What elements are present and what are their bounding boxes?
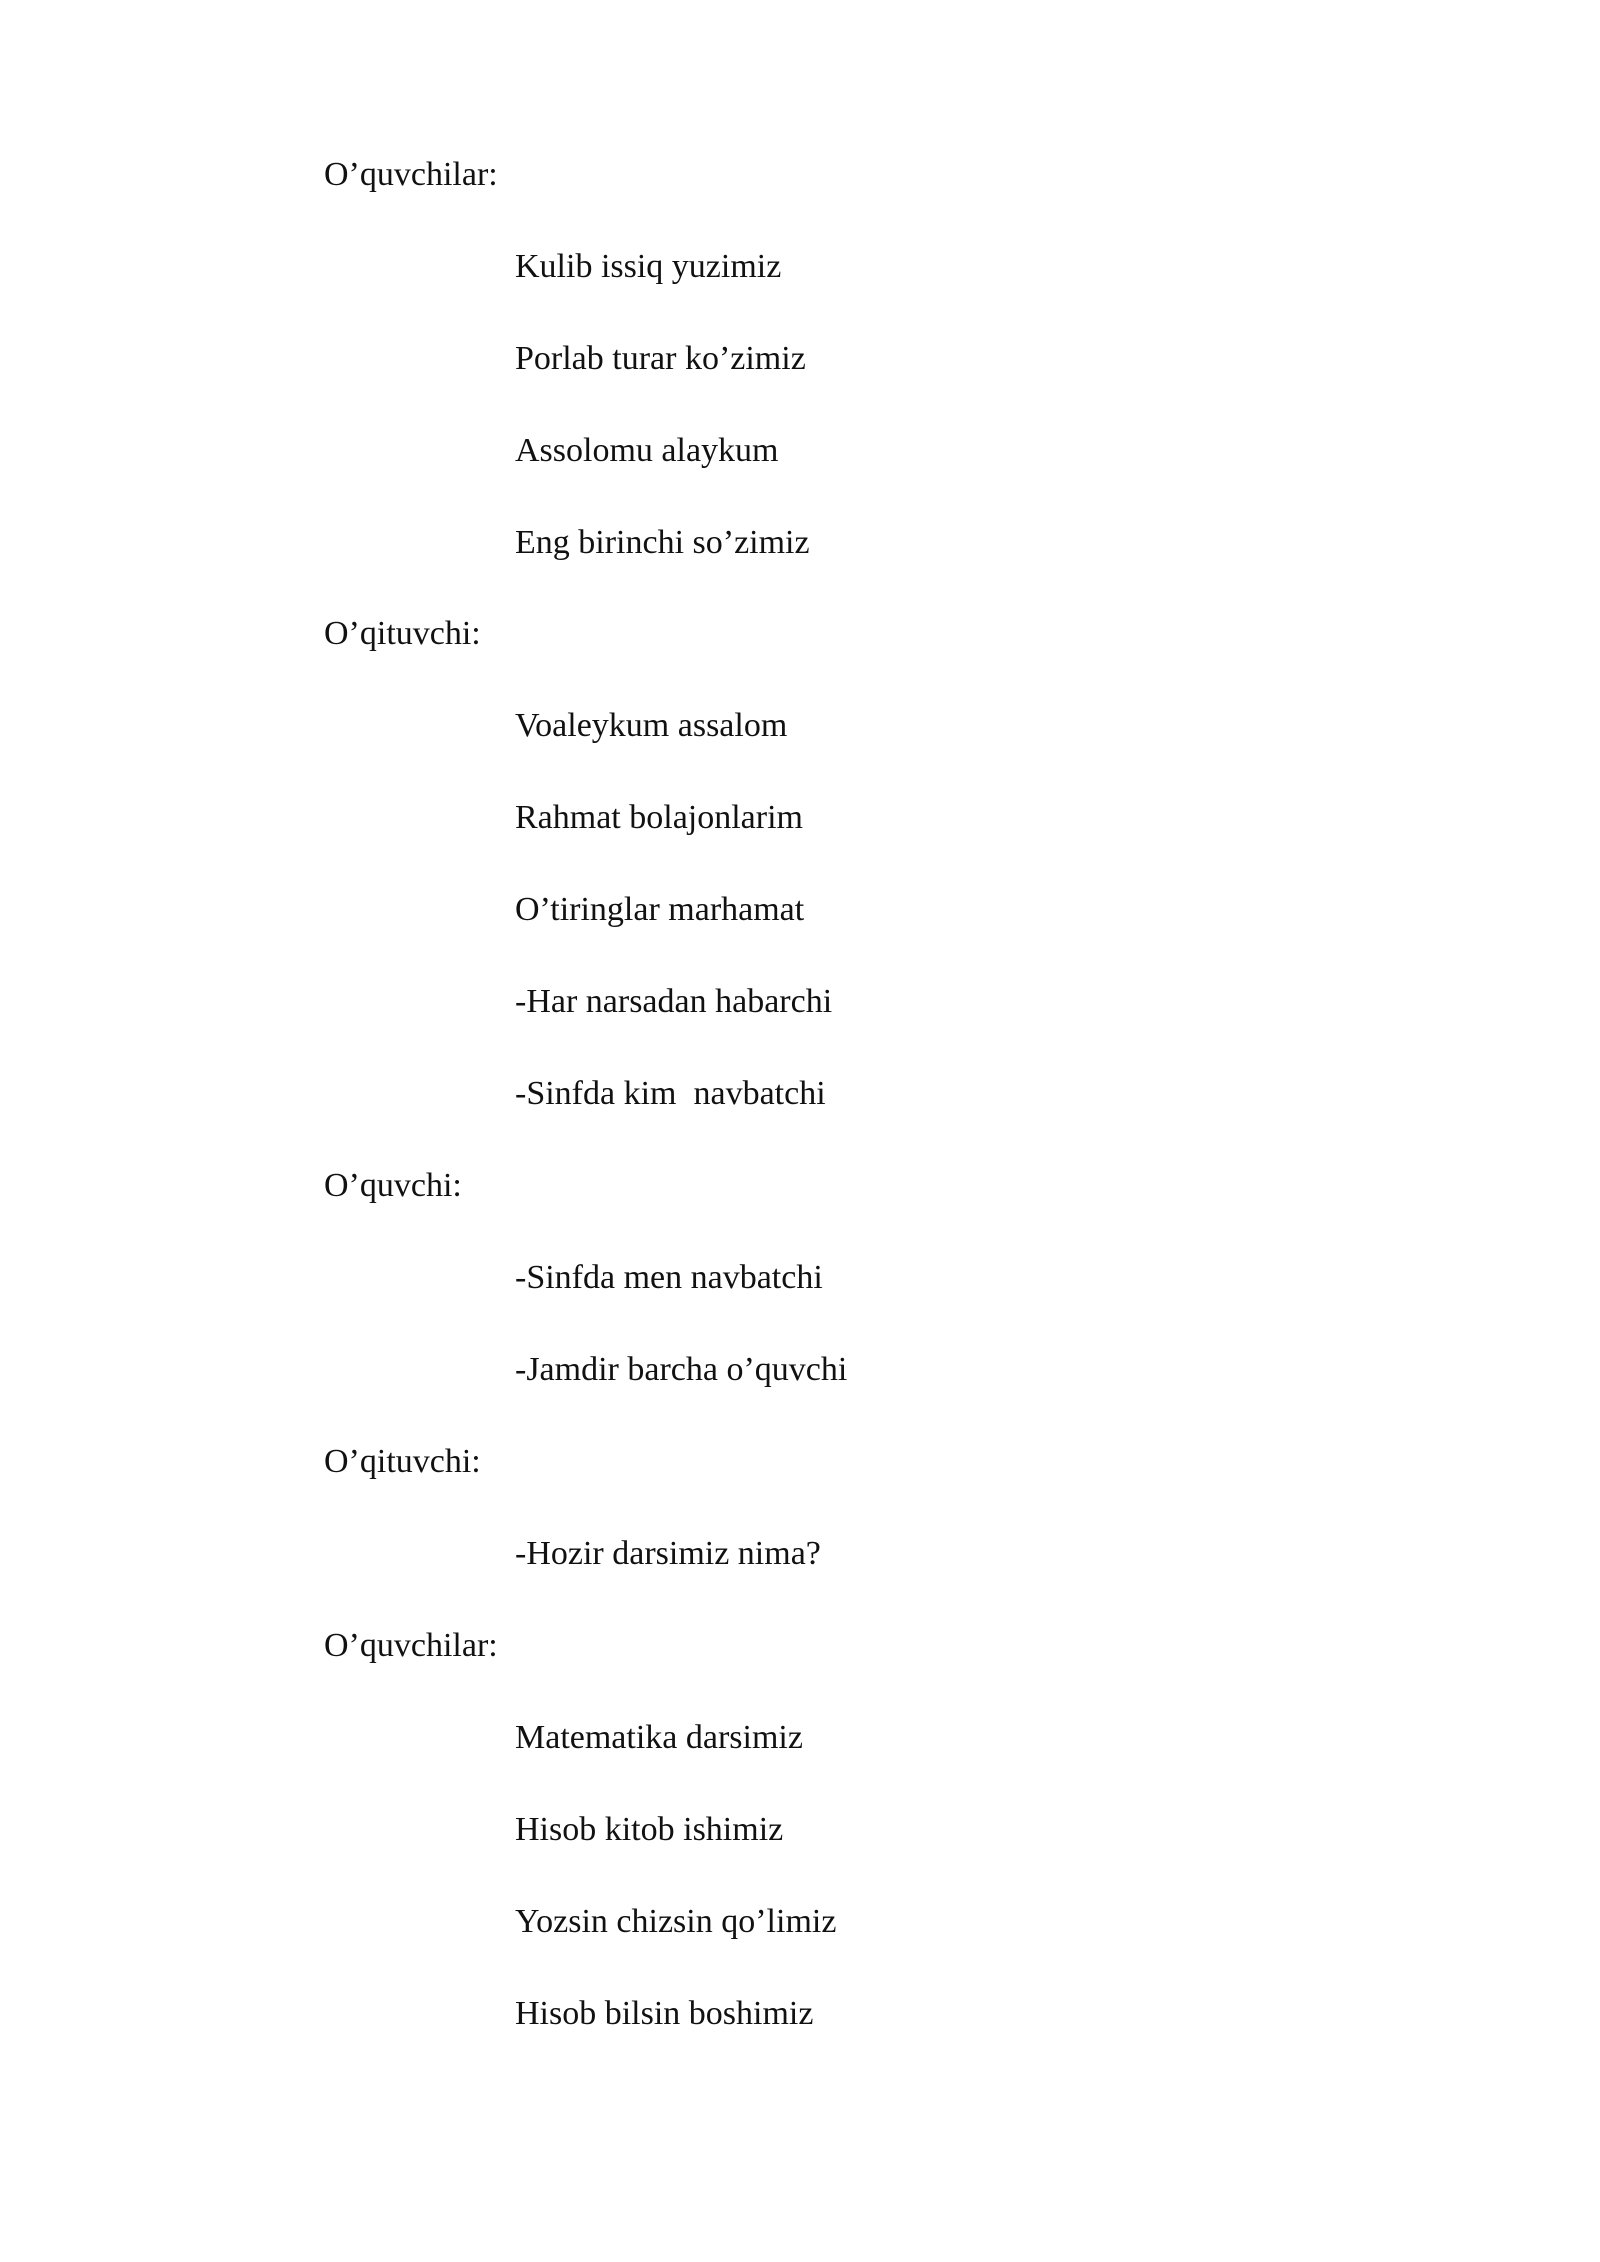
speaker-label: O’qituvchi: <box>324 615 481 652</box>
verse-line: Rahmat bolajonlarim <box>515 799 803 836</box>
verse-line: -Jamdir barcha o’quvchi <box>515 1351 848 1388</box>
verse-line: Assolomu alaykum <box>515 432 779 469</box>
verse-line: -Hozir darsimiz nima? <box>515 1535 821 1572</box>
verse-line: Hisob kitob ishimiz <box>515 1811 784 1848</box>
verse-line: -Sinfda men navbatchi <box>515 1259 823 1296</box>
verse-line: Porlab turar ko’zimiz <box>515 340 806 377</box>
verse-line: Voaleykum assalom <box>515 707 788 744</box>
verse-line: Hisob bilsin boshimiz <box>515 1995 814 2032</box>
verse-line: Matematika darsimiz <box>515 1719 803 1756</box>
speaker-label: O’quvchilar: <box>324 1627 498 1664</box>
speaker-label: O’quvchi: <box>324 1167 462 1204</box>
speaker-label: O’quvchilar: <box>324 156 498 193</box>
verse-line: Yozsin chizsin qo’limiz <box>515 1903 837 1940</box>
verse-line: Eng birinchi so’zimiz <box>515 524 810 561</box>
verse-line: Kulib issiq yuzimiz <box>515 248 782 285</box>
verse-line: O’tiringlar marhamat <box>515 891 805 928</box>
verse-line: -Har narsadan habarchi <box>515 983 833 1020</box>
speaker-label: O’qituvchi: <box>324 1443 481 1480</box>
verse-line: -Sinfda kim navbatchi <box>515 1075 826 1112</box>
